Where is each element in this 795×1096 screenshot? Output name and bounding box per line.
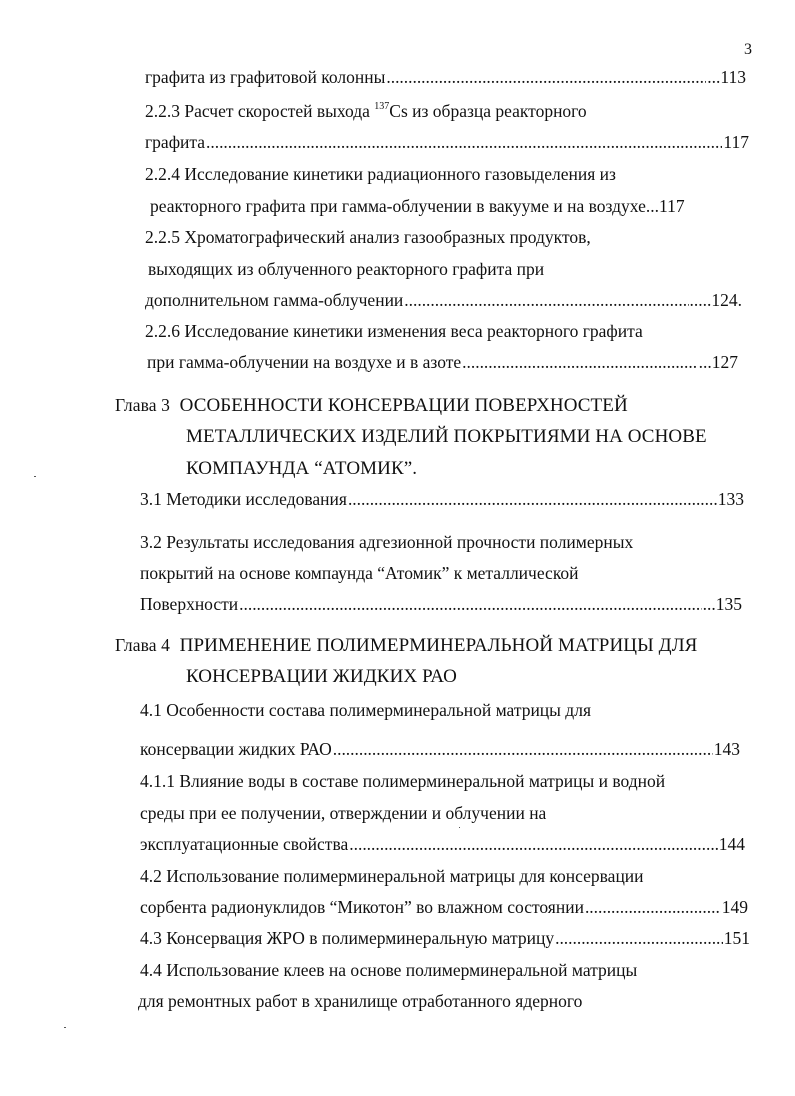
toc-entry-4-1-1-line1: 4.1.1 Влияние воды в составе полимерминеральной матрицы и водной — [140, 771, 666, 791]
toc-entry-4-2-line1: 4.2 Использование полимерминеральной матрицы для консервации — [140, 866, 644, 886]
leader-dots — [404, 289, 688, 311]
toc-entry-page: 133 — [717, 489, 744, 509]
toc-entry-2-2-4-line2 — [150, 195, 736, 217]
toc-entry-text: при гамма-облучении на воздухе и в азоте — [147, 352, 462, 372]
toc-entry-2-2-3-line2 — [145, 131, 749, 153]
toc-entry-4-1-1-line3 — [140, 833, 745, 855]
toc-entry-page: ...135 — [702, 594, 742, 614]
toc-entry-2-2-5-line3 — [145, 289, 742, 311]
toc-entry-2-2-5-line2: выходящих из облученного реакторного графита при — [148, 259, 545, 279]
toc-entry-page: .....124. — [689, 290, 742, 310]
toc-entry-4-2-line2 — [140, 896, 748, 918]
leader-dots — [239, 593, 701, 615]
leader-dots — [555, 927, 723, 949]
toc-entry-text: графита — [145, 132, 206, 152]
toc-entry-page: 151 — [723, 928, 750, 948]
toc-entry-4-1-line2 — [140, 738, 740, 760]
leader-dots — [386, 66, 706, 88]
chapter-4-title-line2: КОНСЕРВАЦИИ ЖИДКИХ РАО — [186, 666, 458, 687]
toc-entry-graphite-column — [145, 66, 746, 88]
toc-entry-text: реакторного графита при гамма-облучении в вакууме и на воздухе — [150, 196, 646, 216]
toc-entry-page: 144 — [718, 834, 745, 854]
chapter-label: Глава 4 — [115, 635, 170, 655]
toc-entry-page: 149 — [721, 897, 748, 917]
chapter-3-title-line3: КОМПАУНДА “АТОМИК”. — [186, 458, 418, 479]
chapter-title: ОСОБЕННОСТИ КОНСЕРВАЦИИ ПОВЕРХНОСТЕЙ — [179, 395, 628, 416]
toc-entry-4-3 — [140, 927, 750, 949]
toc-entry-text: Поверхности — [140, 594, 239, 614]
toc-entry-4-4-line1: 4.4 Использование клеев на основе полимерминеральной матрицы — [140, 960, 638, 980]
toc-entry-2-2-4-line1: 2.2.4 Исследование кинетики радиационного газовыделения из — [145, 164, 616, 184]
leader-dots — [348, 488, 717, 510]
toc-entry-page: 117 — [723, 132, 749, 152]
toc-entry-page: ...127 — [698, 352, 738, 372]
chapter-4-heading — [115, 633, 697, 658]
toc-entry-text: эксплуатационные свойства — [140, 834, 349, 854]
chapter-label: Глава 3 — [115, 395, 170, 415]
toc-entry-text: сорбента радионуклидов “Микотон” во влажном состоянии — [140, 897, 584, 917]
toc-entry-page: ...117 — [645, 196, 685, 216]
leader-dots — [349, 833, 717, 855]
toc-entry-text: консервации жидких РАО — [140, 739, 332, 759]
toc-entry-3-2-line2: покрытий на основе компаунда “Атомик” к металлической — [140, 563, 579, 583]
page-number: 3 — [744, 41, 752, 58]
leader-dots — [333, 738, 713, 760]
toc-entry-2-2-3-line1: 2.2.3 Расчет скоростей выхода $^{137}$Cs из образца реакторного — [145, 101, 587, 121]
toc-entry-2-2-6-line1: 2.2.6 Исследование кинетики изменения веса реакторного графита — [145, 321, 643, 341]
toc-entry-3-1 — [140, 488, 744, 510]
chapter-title: ПРИМЕНЕНИЕ ПОЛИМЕРМИНЕРАЛЬНОЙ МАТРИЦЫ ДЛЯ — [179, 635, 698, 656]
toc-entry-3-2-line1: 3.2 Результаты исследования адгезионной прочности полимерных — [140, 532, 634, 552]
scan-speck — [64, 1027, 66, 1028]
toc-entry-2-2-5-line1: 2.2.5 Хроматографический анализ газообразных продуктов, — [145, 227, 591, 247]
toc-entry-4-4-line2: для ремонтных работ в хранилище отработанного ядерного — [138, 991, 583, 1011]
toc-entry-page: 143 — [713, 739, 740, 759]
toc-entry-text: графита из графитовой колонны — [145, 67, 386, 87]
leader-dots — [462, 351, 697, 373]
toc-entry-2-2-6-line2 — [147, 351, 738, 373]
toc-entry-page: ...113 — [707, 67, 746, 87]
chapter-3-title-line2: МЕТАЛЛИЧЕСКИХ ИЗДЕЛИЙ ПОКРЫТИЯМИ НА ОСНОВЕ — [186, 426, 707, 447]
isotope-mass-number: 137 — [374, 101, 390, 113]
toc-entry-text: 4.3 Консервация ЖРО в полимерминеральную матрицу — [140, 928, 555, 948]
scan-speck — [34, 476, 36, 477]
leader-dots — [206, 131, 722, 153]
toc-entry-3-2-line3 — [140, 593, 742, 615]
scan-speck — [459, 827, 460, 828]
toc-entry-text: 3.1 Методики исследования — [140, 489, 347, 509]
toc-entry-text: дополнительном гамма-облучении — [145, 290, 404, 310]
leader-dots — [585, 896, 721, 918]
chapter-3-heading — [115, 393, 628, 418]
toc-entry-4-1-line1: 4.1 Особенности состава полимерминеральной матрицы для — [140, 700, 591, 720]
toc-entry-4-1-1-line2: среды при ее получении, отверждении и облучении на — [140, 803, 547, 823]
